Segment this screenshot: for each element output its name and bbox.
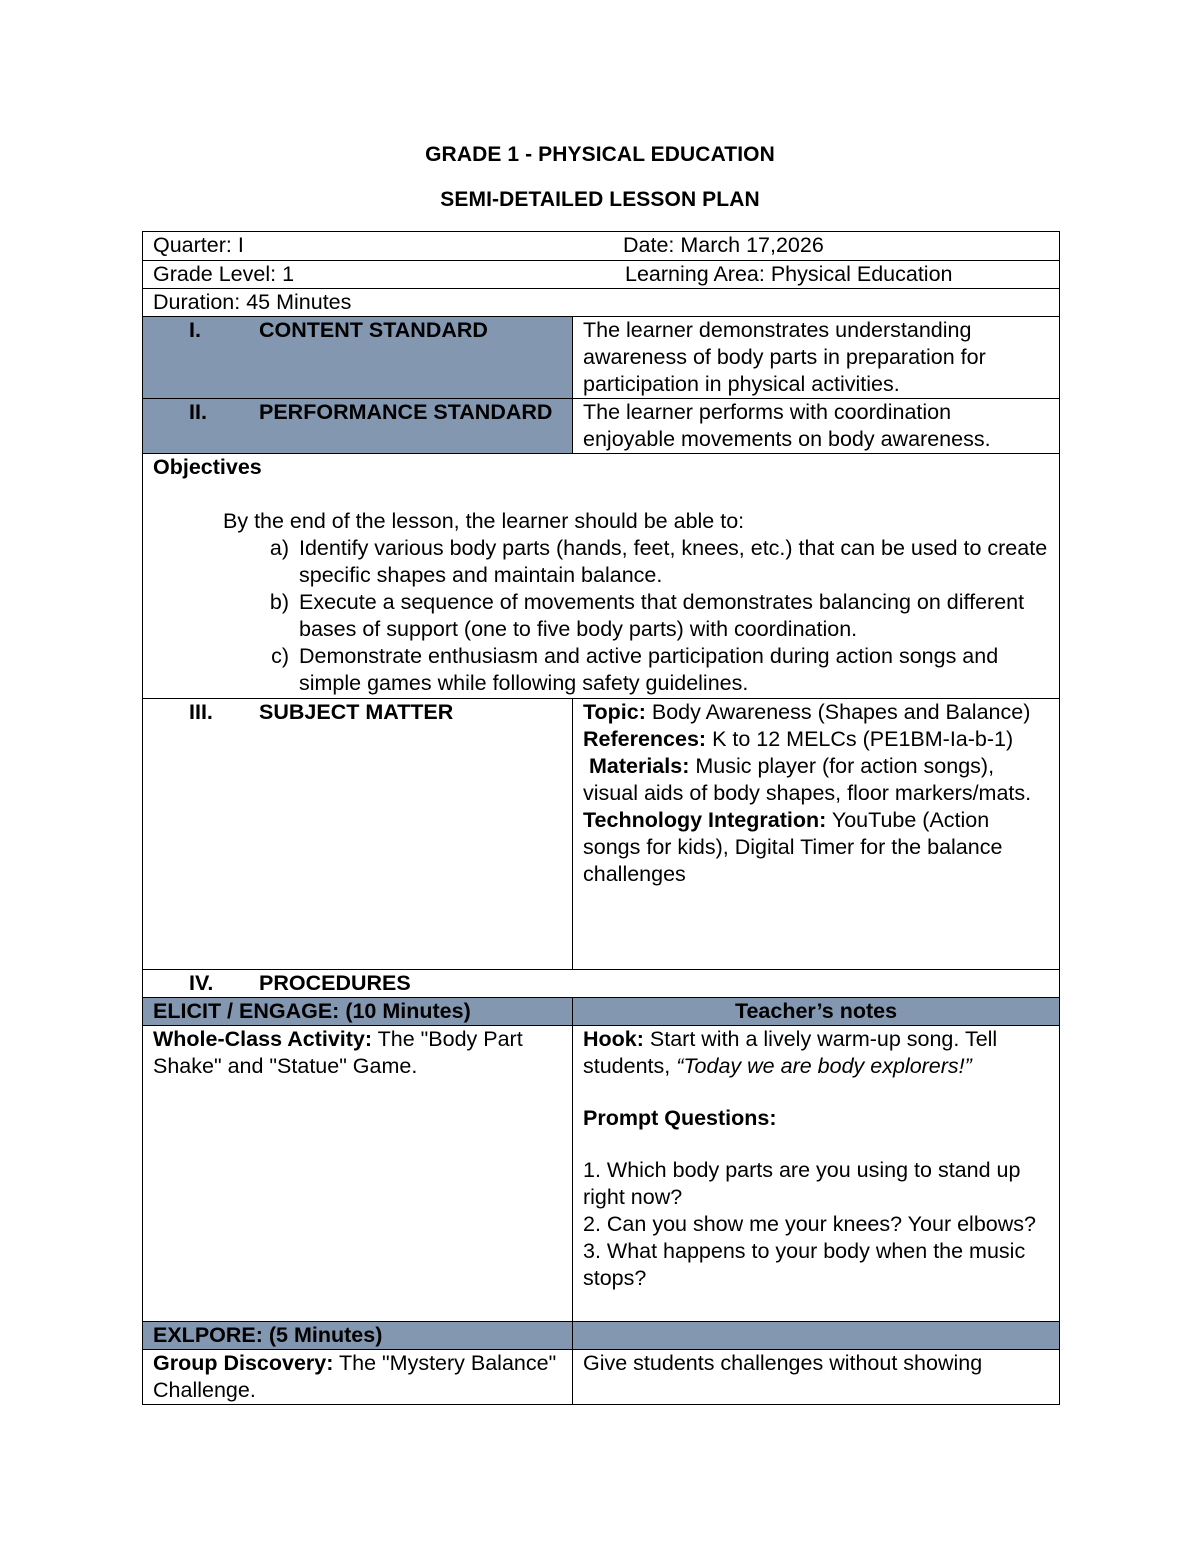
explore-activity-text: The "Mystery Balance" Challenge. bbox=[153, 1351, 557, 1402]
subject-matter-details bbox=[573, 699, 1060, 970]
hook-quote: “Today we are body explorers!” bbox=[676, 1054, 972, 1078]
materials-value: Music player (for action songs), visual aids of body shapes, floor markers/mats. bbox=[583, 754, 1032, 805]
teachers-notes-header: Teacher’s notes bbox=[573, 998, 1060, 1026]
subject-matter-number: III. bbox=[189, 700, 213, 724]
prompt-question: 2. Can you show me your knees? Your elbows? bbox=[583, 1212, 1036, 1236]
hook-label: Hook: bbox=[583, 1027, 644, 1051]
topic-label: Topic: bbox=[583, 700, 646, 724]
references-value: K to 12 MELCs (PE1BM-Ia-b-1) bbox=[706, 727, 1014, 751]
quarter-field: Quarter: I bbox=[153, 233, 244, 257]
grade-level-field: Grade Level: 1 bbox=[153, 262, 295, 286]
explore-activity-label: Group Discovery: bbox=[153, 1351, 334, 1375]
header-row-grade bbox=[143, 261, 1060, 289]
elicit-activity bbox=[143, 1026, 573, 1322]
subject-matter-label: SUBJECT MATTER bbox=[259, 700, 454, 724]
explore-body-row bbox=[143, 1350, 1060, 1405]
date-field: Date: March 17,2026 bbox=[623, 233, 824, 257]
topic-line bbox=[583, 699, 1049, 726]
document-title: GRADE 1 - PHYSICAL EDUCATION bbox=[425, 143, 775, 166]
explore-header-blank bbox=[573, 1322, 1060, 1350]
elicit-activity-label: Whole-Class Activity: bbox=[153, 1027, 373, 1051]
header-row-duration bbox=[143, 289, 1060, 317]
technology-value: YouTube (Action songs for kids), Digital Timer for the balance challenges bbox=[583, 808, 1003, 886]
elicit-body-row bbox=[143, 1026, 1060, 1322]
explore-header-row bbox=[143, 1322, 1060, 1350]
objective-item bbox=[153, 643, 1049, 697]
prompt-question: 3. What happens to your body when the music stops? bbox=[583, 1239, 1026, 1290]
hook-text: Start with a lively warm-up song. Tell students, bbox=[583, 1027, 998, 1078]
lesson-plan-table bbox=[142, 231, 1060, 1405]
technology-line bbox=[583, 807, 1049, 888]
elicit-header-row bbox=[143, 998, 1060, 1026]
explore-activity bbox=[143, 1350, 573, 1405]
explore-note: Give students challenges without showing bbox=[573, 1350, 1060, 1405]
elicit-activity-text: The "Body Part Shake" and "Statue" Game. bbox=[153, 1027, 523, 1078]
subject-matter-row bbox=[143, 699, 1060, 970]
performance-standard-number: II. bbox=[189, 400, 207, 424]
objective-label: c) bbox=[271, 644, 289, 668]
topic-value: Body Awareness (Shapes and Balance) bbox=[645, 700, 1031, 724]
duration-field: Duration: 45 Minutes bbox=[143, 289, 1060, 317]
objectives-intro: By the end of the lesson, the learner should be able to: bbox=[223, 509, 745, 533]
document-subtitle: SEMI-DETAILED LESSON PLAN bbox=[440, 188, 760, 211]
performance-standard-text: The learner performs with coordination enjoyable movements on body awareness. bbox=[573, 399, 1060, 454]
performance-standard-label: PERFORMANCE STANDARD bbox=[259, 400, 553, 424]
content-standard-row bbox=[143, 317, 1060, 399]
performance-standard-row bbox=[143, 399, 1060, 454]
materials-label: Materials: bbox=[588, 754, 690, 778]
procedures-row bbox=[143, 970, 1060, 998]
prompt-questions-heading: Prompt Questions: bbox=[583, 1106, 777, 1130]
content-standard-number: I. bbox=[189, 318, 201, 342]
objectives-row bbox=[143, 454, 1060, 699]
elicit-header: ELICIT / ENGAGE: (10 Minutes) bbox=[143, 998, 573, 1026]
objectives-list bbox=[153, 535, 1049, 697]
objective-item bbox=[153, 589, 1049, 643]
content-standard-label: CONTENT STANDARD bbox=[259, 318, 488, 342]
content-standard-text: The learner demonstrates understanding awareness of body parts in preparation for participation in physical activities. bbox=[573, 317, 1060, 399]
elicit-notes bbox=[573, 1026, 1060, 1322]
objectives-heading: Objectives bbox=[153, 455, 262, 479]
learning-area-field: Learning Area: Physical Education bbox=[625, 262, 953, 286]
prompt-question: 1. Which body parts are you using to stand up right now? bbox=[583, 1158, 1021, 1209]
references-label: References: bbox=[583, 727, 707, 751]
procedures-number: IV. bbox=[189, 971, 214, 995]
explore-header: EXLPORE: (5 Minutes) bbox=[143, 1322, 573, 1350]
hook-line bbox=[583, 1026, 1049, 1080]
header-row-quarter bbox=[143, 232, 1060, 261]
objective-text: Demonstrate enthusiasm and active participation during action songs and simple games while following safety guidelines. bbox=[299, 644, 999, 695]
objective-label: a) bbox=[269, 536, 289, 560]
procedures-label: PROCEDURES bbox=[259, 971, 411, 995]
objective-text: Execute a sequence of movements that demonstrates balancing on different bases of support (one to five body parts) with coordination. bbox=[299, 590, 1025, 641]
objective-label: b) bbox=[269, 590, 289, 614]
materials-line bbox=[576, 753, 1049, 807]
technology-label: Technology Integration: bbox=[583, 808, 827, 832]
objective-item bbox=[153, 535, 1049, 589]
objective-text: Identify various body parts (hands, feet, knees, etc.) that can be used to create specific shapes and maintain balance. bbox=[299, 536, 1048, 587]
references-line bbox=[583, 726, 1049, 753]
